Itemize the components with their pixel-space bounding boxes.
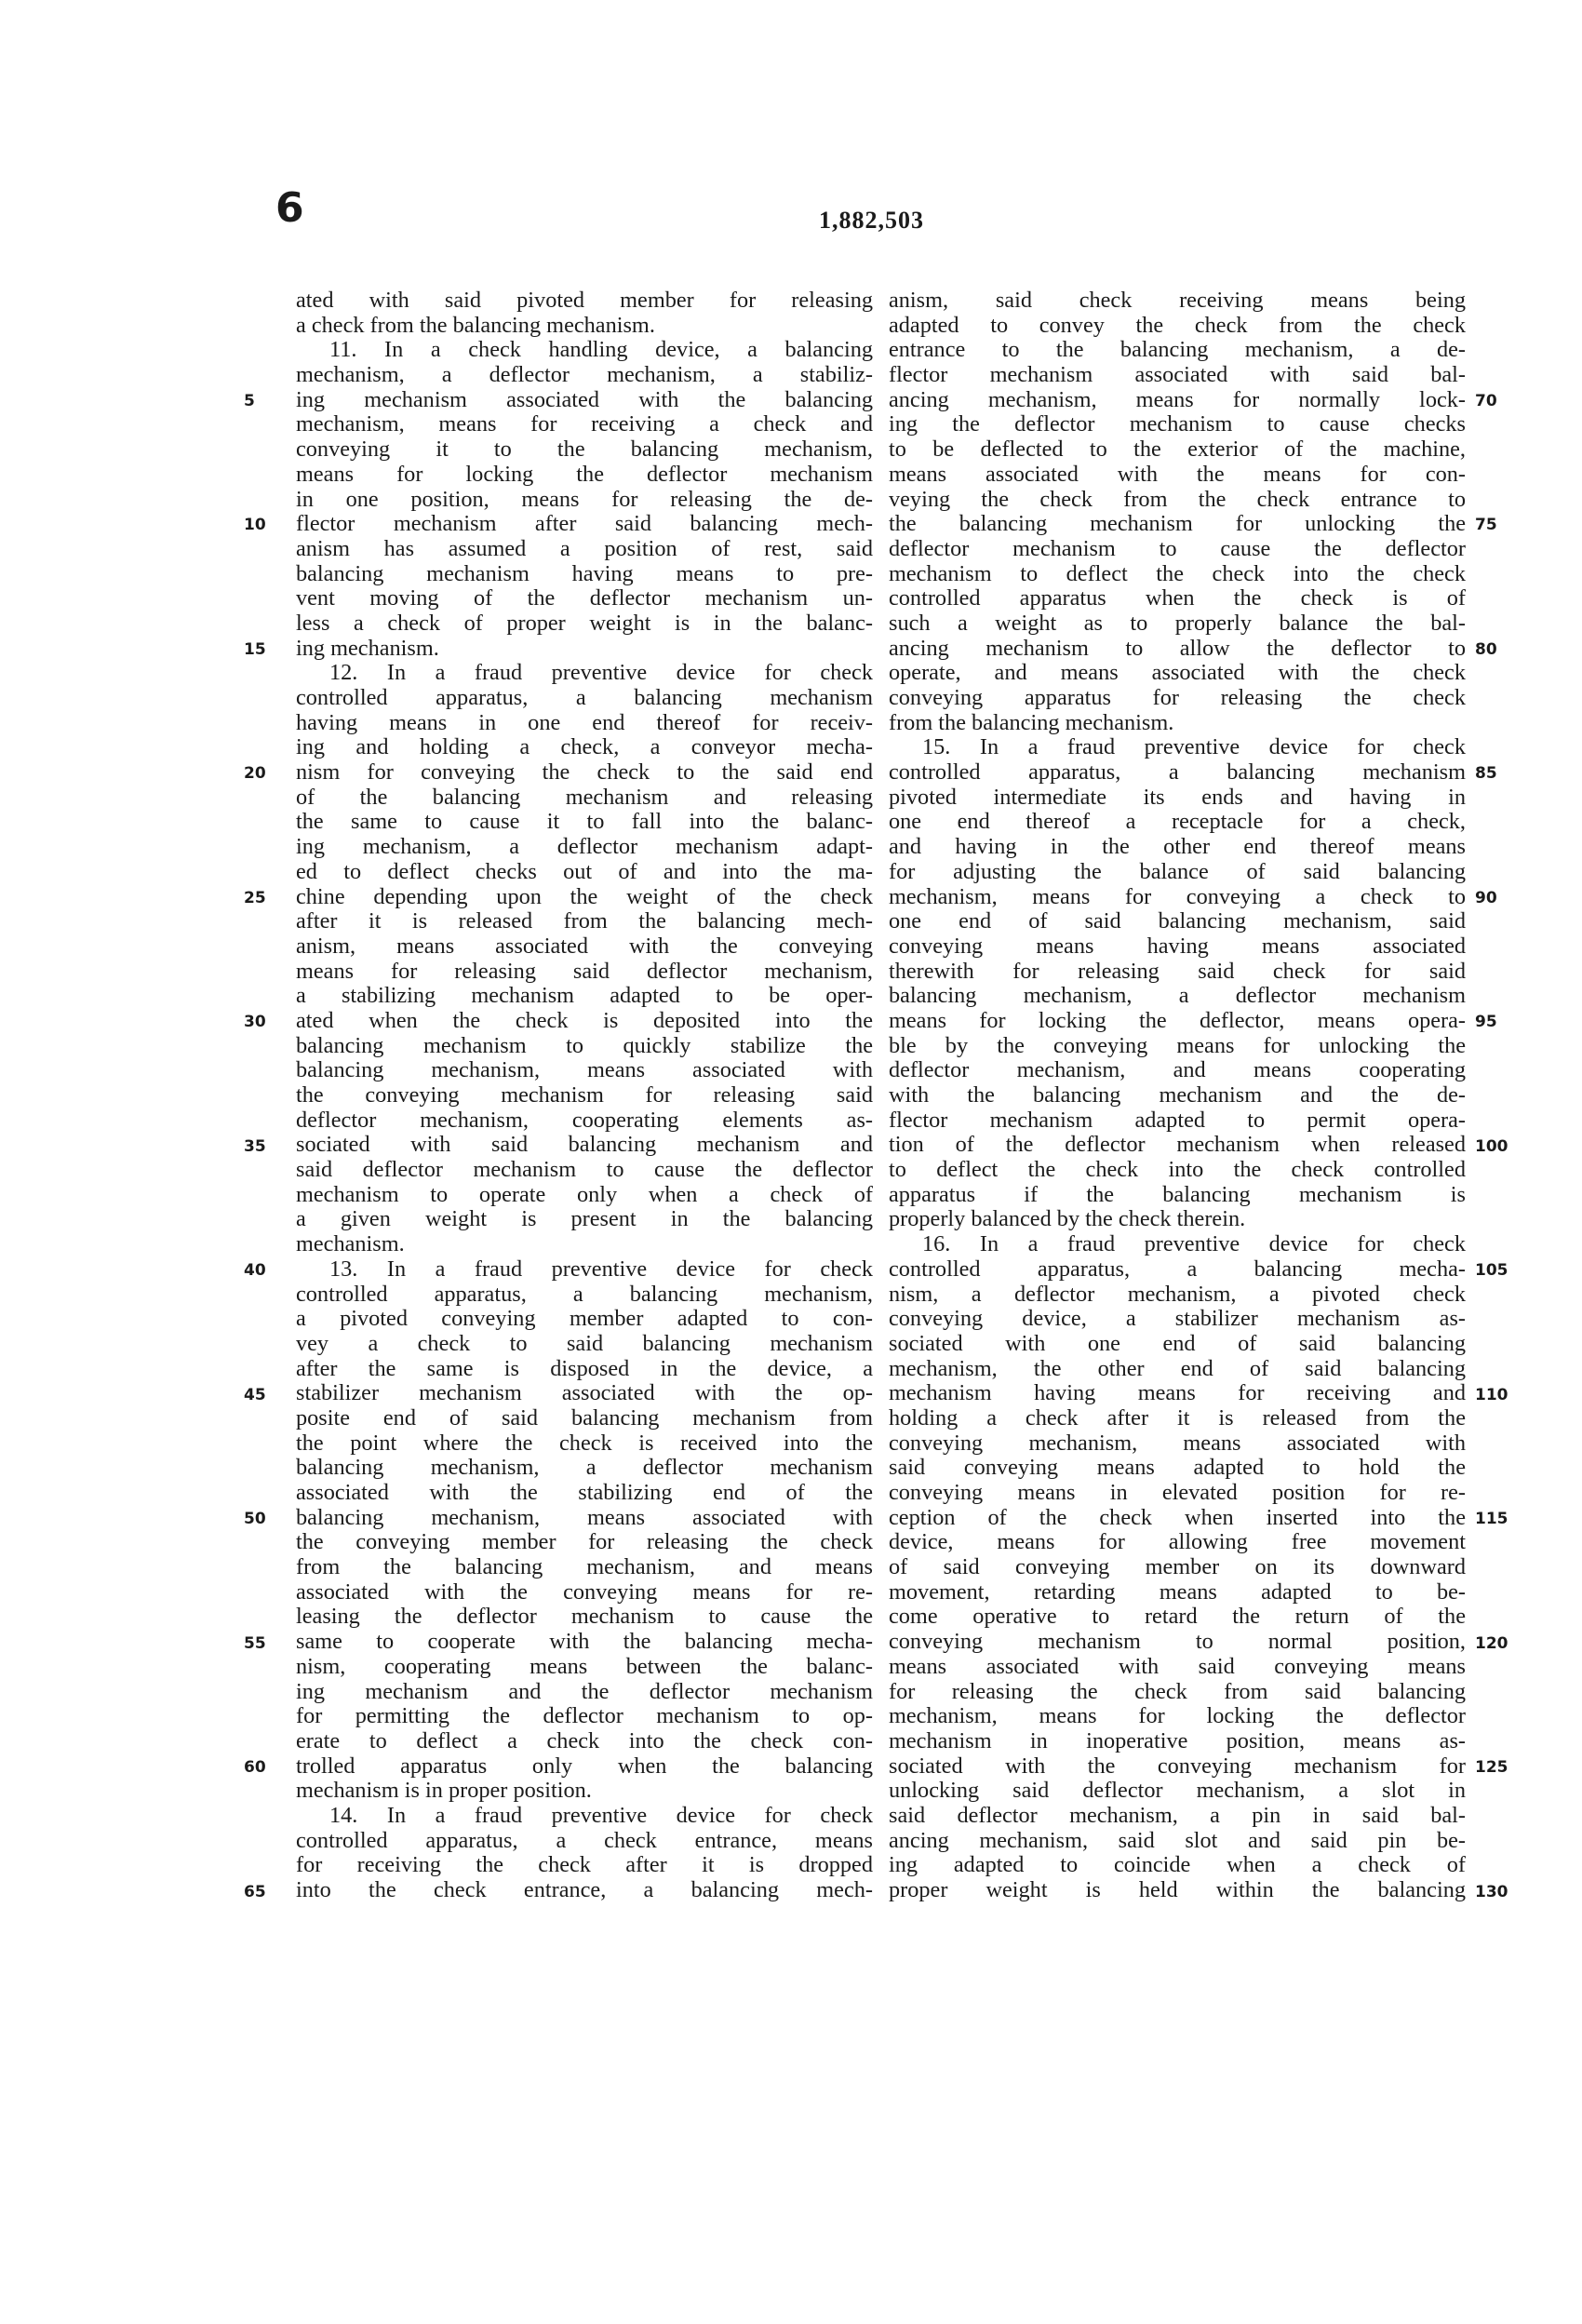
text-line: mechanism to operate only when a check of — [296, 1181, 873, 1207]
text-line: properly balanced by the check therein. — [889, 1206, 1246, 1232]
text-line: vey a check to said balancing mechanism — [296, 1330, 873, 1356]
text-line: ing mechanism. — [296, 635, 439, 661]
text-line: the conveying mechanism for releasing said — [296, 1082, 873, 1108]
text-line: a stabilizing mechanism adapted to be oper- — [296, 983, 873, 1009]
text-line: balancing mechanism, a deflector mechanism — [296, 1455, 873, 1481]
text-line: means associated with the means for con- — [889, 461, 1466, 487]
text-line: a given weight is present in the balancing — [296, 1206, 873, 1232]
line-number: 55 — [244, 1633, 266, 1653]
text-line: 14. In a fraud preventive device for check — [329, 1802, 873, 1828]
text-line: and having in the other end thereof means — [889, 834, 1466, 860]
text-line: 16. In a fraud preventive device for check — [922, 1231, 1466, 1257]
text-line: controlled apparatus, a balancing mechanism, — [296, 1281, 873, 1307]
text-line: 11. In a check handling device, a balancing — [329, 337, 873, 363]
text-line: having means in one end thereof for receiv- — [296, 709, 873, 735]
text-line: conveying means having means associated — [889, 933, 1466, 959]
text-line: controlled apparatus, a balancing mechanism — [889, 759, 1466, 786]
text-line: flector mechanism after said balancing mech- — [296, 511, 873, 537]
text-line: controlled apparatus, a balancing mechanism — [296, 685, 873, 710]
text-line: means for locking the deflector mechanism — [296, 461, 873, 487]
text-line: nism, a deflector mechanism, a pivoted check — [889, 1281, 1466, 1307]
line-number: 130 — [1475, 1882, 1508, 1901]
line-number: 115 — [1475, 1510, 1508, 1529]
text-line: same to cooperate with the balancing mecha- — [296, 1629, 873, 1655]
text-line: movement, retarding means adapted to be- — [889, 1578, 1466, 1605]
text-line: mechanism to deflect the check into the check — [889, 560, 1466, 586]
text-line: ancing mechanism, means for normally lock- — [889, 386, 1466, 412]
text-line: such a weight as to properly balance the bal- — [889, 610, 1466, 636]
text-line: mechanism, means for receiving a check and — [296, 411, 873, 437]
line-number: 120 — [1475, 1633, 1508, 1653]
text-line: holding a check after it is released from the — [889, 1404, 1466, 1431]
text-line: device, means for allowing free movement — [889, 1529, 1466, 1555]
text-line: associated with the conveying means for re- — [296, 1578, 873, 1605]
line-number: 45 — [244, 1385, 266, 1404]
text-line: ing mechanism associated with the balancing — [296, 386, 873, 412]
text-line: erate to deflect a check into the check con- — [296, 1727, 873, 1753]
text-line: in one position, means for releasing the de- — [296, 486, 873, 512]
text-line: a pivoted conveying member adapted to con- — [296, 1306, 873, 1332]
text-line: balancing mechanism, means associated with — [296, 1504, 873, 1530]
text-line: for releasing the check from said balancing — [889, 1678, 1466, 1704]
text-line: deflector mechanism to cause the deflector — [889, 535, 1466, 561]
text-line: of the balancing mechanism and releasing — [296, 784, 873, 810]
text-line: come operative to retard the return of the — [889, 1604, 1466, 1630]
text-line: ing and holding a check, a conveyor mecha- — [296, 734, 873, 760]
text-line: balancing mechanism to quickly stabilize the — [296, 1032, 873, 1058]
text-line: stabilizer mechanism associated with the op- — [296, 1380, 873, 1406]
line-number: 5 — [244, 391, 255, 410]
text-line: conveying mechanism, means associated with — [889, 1430, 1466, 1456]
line-number: 35 — [244, 1136, 266, 1156]
line-number: 50 — [244, 1510, 266, 1529]
line-number: 85 — [1475, 764, 1497, 784]
text-line: 13. In a fraud preventive device for check — [329, 1256, 873, 1282]
left-text-column — [296, 289, 873, 1903]
line-number: 80 — [1475, 639, 1497, 659]
line-number: 75 — [1475, 516, 1497, 535]
text-line: conveying apparatus for releasing the check — [889, 685, 1466, 710]
line-number: 30 — [244, 1013, 266, 1032]
text-line: ing the deflector mechanism to cause checks — [889, 411, 1466, 437]
text-line: deflector mechanism, and means cooperating — [889, 1057, 1466, 1083]
text-line: proper weight is held within the balancing — [889, 1877, 1466, 1902]
text-line: trolled apparatus only when the balancing — [296, 1753, 873, 1779]
text-line: ancing mechanism to allow the deflector to — [889, 635, 1466, 661]
text-line: the conveying member for releasing the check — [296, 1529, 873, 1555]
text-line: controlled apparatus, a balancing mecha- — [889, 1256, 1466, 1282]
text-line: unlocking said deflector mechanism, a slot in — [889, 1778, 1466, 1804]
text-line: the same to cause it to fall into the balanc- — [296, 809, 873, 835]
text-line: said deflector mechanism, a pin in said bal- — [889, 1802, 1466, 1828]
text-line: ated with said pivoted member for releasing — [296, 288, 873, 313]
text-line: mechanism. — [296, 1231, 405, 1257]
line-number: 70 — [1475, 391, 1497, 410]
text-line: controlled apparatus when the check is of — [889, 585, 1466, 611]
text-line: controlled apparatus, a check entrance, means — [296, 1827, 873, 1853]
text-line: anism, said check receiving means being — [889, 288, 1466, 313]
line-number: 125 — [1475, 1758, 1508, 1778]
line-number: 110 — [1475, 1385, 1508, 1404]
text-line: one end thereof a receptacle for a check, — [889, 809, 1466, 835]
line-number: 40 — [244, 1261, 266, 1281]
text-line: one end of said balancing mechanism, said — [889, 908, 1466, 934]
text-line: pivoted intermediate its ends and having in — [889, 784, 1466, 810]
text-line: from the balancing mechanism, and means — [296, 1554, 873, 1580]
patent-number: 1,882,503 — [819, 207, 924, 234]
text-line: leasing the deflector mechanism to cause the — [296, 1604, 873, 1630]
text-line: posite end of said balancing mechanism from — [296, 1404, 873, 1431]
line-number: 90 — [1475, 888, 1497, 907]
page-number: 6 — [275, 184, 304, 232]
line-number: 95 — [1475, 1013, 1497, 1032]
text-line: mechanism in inoperative position, means as- — [889, 1727, 1466, 1753]
text-line: entrance to the balancing mechanism, a de- — [889, 337, 1466, 363]
text-line: sociated with one end of said balancing — [889, 1330, 1466, 1356]
text-line: therewith for releasing said check for said — [889, 958, 1466, 984]
text-line: flector mechanism adapted to permit opera- — [889, 1107, 1466, 1133]
text-line: ing adapted to coincide when a check of — [889, 1852, 1466, 1878]
text-line: anism, means associated with the conveying — [296, 933, 873, 959]
line-number: 25 — [244, 888, 266, 907]
text-line: for permitting the deflector mechanism to op- — [296, 1703, 873, 1729]
text-line: veying the check from the check entrance to — [889, 486, 1466, 512]
line-number: 105 — [1475, 1261, 1508, 1281]
text-line: nism, cooperating means between the balanc- — [296, 1653, 873, 1679]
text-line: balancing mechanism, means associated with — [296, 1057, 873, 1083]
text-line: for adjusting the balance of said balancing — [889, 858, 1466, 884]
text-line: after it is released from the balancing mech- — [296, 908, 873, 934]
text-line: balancing mechanism, a deflector mechanism — [889, 983, 1466, 1009]
text-line: operate, and means associated with the check — [889, 660, 1466, 686]
text-line: less a check of proper weight is in the balanc- — [296, 610, 873, 636]
text-line: a check from the balancing mechanism. — [296, 312, 655, 338]
text-line: conveying means in elevated position for re- — [889, 1480, 1466, 1505]
text-line: after the same is disposed in the device, a — [296, 1355, 873, 1381]
text-line: from the balancing mechanism. — [889, 709, 1174, 735]
text-line: mechanism is in proper position. — [296, 1778, 592, 1804]
line-number: 15 — [244, 639, 266, 659]
text-line: associated with the stabilizing end of the — [296, 1480, 873, 1505]
text-line: ing mechanism, a deflector mechanism adapt- — [296, 834, 873, 860]
text-line: the point where the check is received into the — [296, 1430, 873, 1456]
text-line: means associated with said conveying means — [889, 1653, 1466, 1679]
text-line: mechanism, the other end of said balancing — [889, 1355, 1466, 1381]
text-line: means for releasing said deflector mechanism, — [296, 958, 873, 984]
text-line: ing mechanism and the deflector mechanism — [296, 1678, 873, 1704]
text-line: nism for conveying the check to the said end — [296, 759, 873, 786]
text-line: mechanism, means for locking the deflector — [889, 1703, 1466, 1729]
text-line: 12. In a fraud preventive device for check — [329, 660, 873, 686]
text-line: ancing mechanism, said slot and said pin be- — [889, 1827, 1466, 1853]
text-line: conveying mechanism to normal position, — [889, 1629, 1466, 1655]
text-line: said deflector mechanism to cause the deflector — [296, 1157, 873, 1183]
text-line: chine depending upon the weight of the check — [296, 883, 873, 909]
text-line: with the balancing mechanism and the de- — [889, 1082, 1466, 1108]
text-line: ated when the check is deposited into the — [296, 1007, 873, 1033]
text-line: sociated with the conveying mechanism for — [889, 1753, 1466, 1779]
text-line: anism has assumed a position of rest, said — [296, 535, 873, 561]
text-line: mechanism, means for conveying a check to — [889, 883, 1466, 909]
text-line: ble by the conveying means for unlocking the — [889, 1032, 1466, 1058]
text-line: the balancing mechanism for unlocking the — [889, 511, 1466, 537]
line-number: 100 — [1475, 1136, 1508, 1156]
line-number: 20 — [244, 764, 266, 784]
text-line: to be deflected to the exterior of the machine, — [889, 437, 1466, 463]
text-line: ed to deflect checks out of and into the ma- — [296, 858, 873, 884]
text-line: apparatus if the balancing mechanism is — [889, 1181, 1466, 1207]
text-line: flector mechanism associated with said bal- — [889, 362, 1466, 388]
text-line: mechanism having means for receiving and — [889, 1380, 1466, 1406]
text-line: tion of the deflector mechanism when released — [889, 1132, 1466, 1158]
text-line: ception of the check when inserted into the — [889, 1504, 1466, 1530]
text-line: said conveying means adapted to hold the — [889, 1455, 1466, 1481]
line-number: 60 — [244, 1758, 266, 1778]
text-line: sociated with said balancing mechanism and — [296, 1132, 873, 1158]
text-line: conveying it to the balancing mechanism, — [296, 437, 873, 463]
text-line: deflector mechanism, cooperating elements as- — [296, 1107, 873, 1133]
text-line: adapted to convey the check from the check — [889, 312, 1466, 338]
line-number: 65 — [244, 1882, 266, 1901]
text-line: mechanism, a deflector mechanism, a stabiliz- — [296, 362, 873, 388]
text-line: means for locking the deflector, means opera- — [889, 1007, 1466, 1033]
text-line: balancing mechanism having means to pre- — [296, 560, 873, 586]
text-line: of said conveying member on its downward — [889, 1554, 1466, 1580]
text-line: 15. In a fraud preventive device for check — [922, 734, 1466, 760]
text-line: to deflect the check into the check controlled — [889, 1157, 1466, 1183]
text-line: vent moving of the deflector mechanism un- — [296, 585, 873, 611]
line-number: 10 — [244, 516, 266, 535]
text-line: for receiving the check after it is dropped — [296, 1852, 873, 1878]
right-text-column — [889, 289, 1466, 1903]
text-line: conveying device, a stabilizer mechanism as- — [889, 1306, 1466, 1332]
text-line: into the check entrance, a balancing mech- — [296, 1877, 873, 1902]
